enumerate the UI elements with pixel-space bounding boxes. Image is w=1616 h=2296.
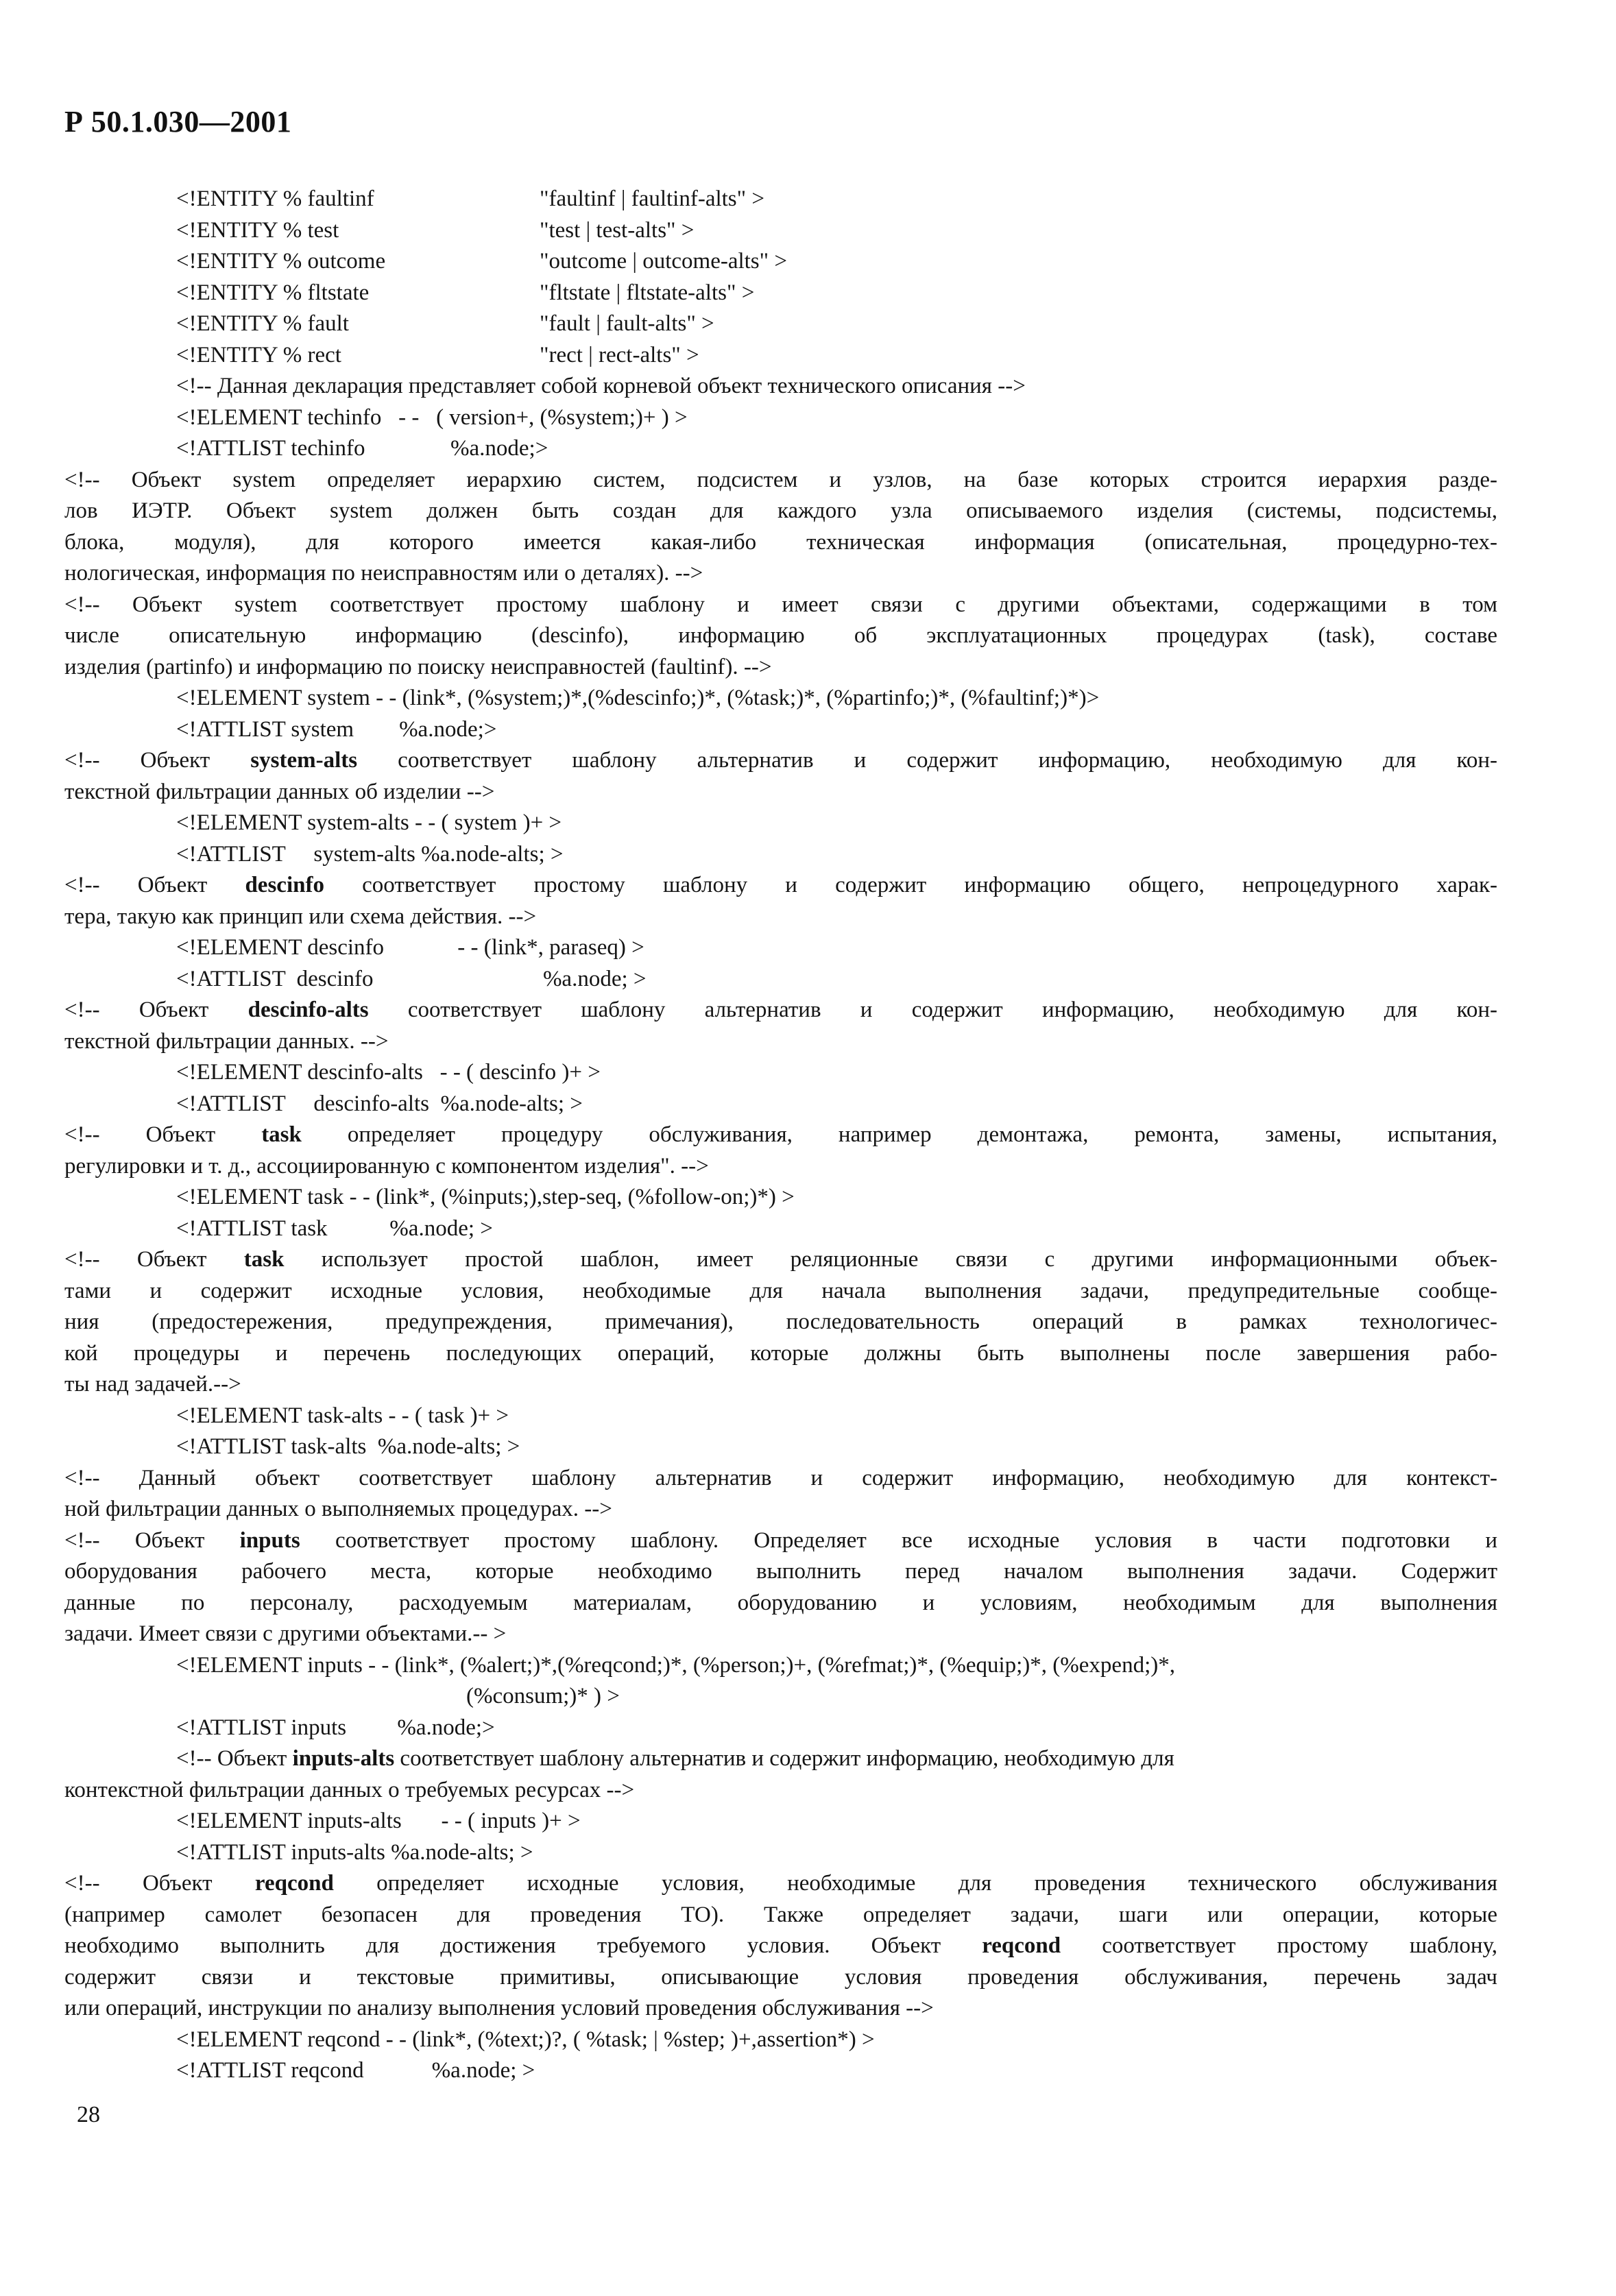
comment-line: <!-- Объект inputs-alts соответствует шаблону альтернатив и содержит информацию, необходимую для bbox=[176, 1746, 1174, 1771]
comment-line: или операций, инструкции по анализу выполнения условий проведения обслуживания --> bbox=[64, 1996, 934, 2020]
dtd-text-body bbox=[64, 184, 1497, 2087]
attlist-declaration: <!ATTLIST techinfo %a.node;> bbox=[176, 436, 548, 461]
attlist-declaration: <!ATTLIST system %a.node;> bbox=[176, 716, 497, 742]
entity-line: <!ENTITY % fault "fault | fault-alts" > bbox=[176, 311, 714, 336]
page-number: 28 bbox=[77, 2102, 100, 2127]
comment-line: ты над задачей.--> bbox=[64, 1372, 241, 1397]
comment-line: нологическая, информация по неисправностям или о деталях). --> bbox=[64, 561, 703, 585]
comment-line: контекстной фильтрации данных о требуемых ресурсах --> bbox=[64, 1777, 635, 1802]
attlist-declaration: <!ATTLIST descinfo-alts %a.node-alts; > bbox=[176, 1091, 583, 1116]
entity-line: <!ENTITY % test "test | test-alts" > bbox=[176, 217, 695, 243]
comment-line: регулировки и т. д., ассоциированную с компонентом изделия". --> bbox=[64, 1153, 709, 1179]
comment-line: <!-- Объект system определяет иерархию систем, подсистем и узлов, на базе которых строится иерархия разде- bbox=[64, 467, 1497, 492]
element-declaration: <!ELEMENT inputs-alts - - ( inputs )+ > bbox=[176, 1809, 581, 1833]
comment-line: <!-- Объект task использует простой шаблон, имеет реляционные связи с другими информационными объек- bbox=[64, 1247, 1497, 1272]
comment-line: <!-- Объект inputs соответствует простому шаблону. Определяет все исходные условия в части подготовки и bbox=[64, 1527, 1497, 1553]
object-name: descinfo bbox=[245, 873, 324, 897]
element-declaration: <!ELEMENT descinfo-alts - - ( descinfo )+ > bbox=[176, 1060, 601, 1085]
comment-line: <!-- Объект task определяет процедуру обслуживания, например демонтажа, ремонта, замены, испытания, bbox=[64, 1122, 1497, 1147]
element-declaration: <!ELEMENT techinfo - - ( version+, (%system;)+ ) > bbox=[176, 404, 688, 430]
comment-line: кой процедуры и перечень последующих операций, которые должны быть выполнены после завершения рабо- bbox=[64, 1340, 1497, 1366]
comment-line: оборудования рабочего места, которые необходимо выполнить перед началом выполнения задачи. Содержит bbox=[64, 1559, 1497, 1584]
object-name: reqcond bbox=[254, 1871, 334, 1896]
comment-line: <!-- Объект reqcond определяет исходные условия, необходимые для проведения технического обслуживания bbox=[64, 1871, 1498, 1896]
comment-line: числе описательную информацию (descinfo), информацию об эксплуатационных процедурах (task), составе bbox=[64, 623, 1497, 648]
element-declaration: <!ELEMENT task-alts - - ( task )+ > bbox=[176, 1403, 509, 1428]
attlist-declaration: <!ATTLIST system-alts %a.node-alts; > bbox=[176, 841, 564, 867]
object-name: descinfo-alts bbox=[248, 998, 369, 1022]
element-declaration: <!ELEMENT system-alts - - ( system )+ > bbox=[176, 810, 562, 835]
object-name: reqcond bbox=[982, 1933, 1061, 1958]
element-declaration: <!ELEMENT descinfo - - (link*, paraseq) > bbox=[176, 935, 644, 960]
attlist-declaration: <!ATTLIST inputs-alts %a.node-alts; > bbox=[176, 1839, 533, 1865]
comment-line: лов ИЭТР. Объект system должен быть создан для каждого узла описываемого изделия (системы, подсистемы, bbox=[64, 498, 1497, 523]
element-declaration: <!ELEMENT reqcond - - (link*, (%text;)?, ( %task; | %step; )+,assertion*) > bbox=[176, 2027, 875, 2052]
attlist-declaration: <!ATTLIST task %a.node; > bbox=[176, 1216, 493, 1241]
comment-line: <!-- Объект system соответствует простому шаблону и имеет связи с другими объектами, содержащими в том bbox=[64, 592, 1497, 617]
document-id: Р 50.1.030—2001 bbox=[64, 105, 292, 138]
entity-line: <!ENTITY % rect "rect | rect-alts" > bbox=[176, 342, 699, 367]
comment-line: содержит связи и текстовые примитивы, описывающие условия проведения обслуживания, перечень задач bbox=[64, 1964, 1497, 1990]
comment-line: необходимо выполнить для достижения требуемого условия. Объект reqcond соответствует простому шаблону, bbox=[64, 1933, 1497, 1958]
attlist-declaration: <!ATTLIST inputs %a.node;> bbox=[176, 1715, 495, 1740]
entity-line: <!ENTITY % faultinf "faultinf | faultinf-alts" > bbox=[176, 186, 764, 211]
comment-line: <!-- Объект descinfo-alts соответствует шаблону альтернатив и содержит информацию, необходимую для кон- bbox=[64, 998, 1497, 1022]
element-declaration: <!ELEMENT task - - (link*, (%inputs;),step-seq, (%follow-on;)*) > bbox=[176, 1185, 795, 1209]
comment-line: <!-- Данная декларация представляет собой корневой объект технического описания --> bbox=[176, 374, 1026, 398]
object-name: task bbox=[261, 1122, 302, 1147]
comment-line: (например самолет безопасен для проведения ТО). Также определяет задачи, шаги или операции, которые bbox=[64, 1902, 1497, 1927]
object-name: inputs-alts bbox=[292, 1746, 395, 1771]
entity-line: <!ENTITY % fltstate "fltstate | fltstate-alts" > bbox=[176, 280, 755, 305]
comment-line: <!-- Объект system-alts соответствует шаблону альтернатив и содержит информацию, необходимую для кон- bbox=[64, 748, 1498, 773]
object-name: inputs bbox=[239, 1527, 300, 1553]
comment-line: ния (предостережения, предупреждения, примечания), последовательность операций в рамках технологичес- bbox=[64, 1309, 1497, 1334]
comment-line: тами и содержит исходные условия, необходимые для начала выполнения задачи, предупредительные сообще- bbox=[64, 1278, 1497, 1303]
comment-line: блока, модуля), для которого имеется какая-либо техническая информация (описательная, процедурно-тех- bbox=[64, 529, 1497, 555]
comment-line: текстной фильтрации данных. --> bbox=[64, 1028, 389, 1054]
element-declaration: <!ELEMENT system - - (link*, (%system;)*,(%descinfo;)*, (%task;)*, (%partinfo;)*, (%faultinf;)*)> bbox=[176, 686, 1100, 710]
comment-line: <!-- Данный объект соответствует шаблону альтернатив и содержит информацию, необходимую для контекст- bbox=[64, 1465, 1497, 1490]
element-declaration: <!ELEMENT inputs - - (link*, (%alert;)*,(%reqcond;)*, (%person;)+, (%refmat;)*, (%equip;)*, (%expend;)*, bbox=[176, 1652, 1175, 1678]
comment-line: тера, такую как принцип или схема действия. --> bbox=[64, 904, 537, 929]
element-declaration: (%consum;)* ) > bbox=[466, 1684, 620, 1708]
attlist-declaration: <!ATTLIST reqcond %a.node; > bbox=[176, 2058, 535, 2083]
comment-line: текстной фильтрации данных об изделии --> bbox=[64, 779, 495, 804]
comment-line: задачи. Имеет связи с другими объектами.-- > bbox=[64, 1621, 507, 1646]
attlist-declaration: <!ATTLIST descinfo %a.node; > bbox=[176, 966, 647, 991]
object-name: task bbox=[243, 1247, 285, 1272]
object-name: system-alts bbox=[250, 748, 358, 773]
entity-line: <!ENTITY % outcome "outcome | outcome-alts" > bbox=[176, 249, 787, 274]
comment-line: <!-- Объект descinfo соответствует простому шаблону и содержит информацию общего, непроцедурного харак- bbox=[64, 873, 1497, 897]
comment-line: изделия (partinfo) и информацию по поиску неисправностей (faultinf). --> bbox=[64, 654, 772, 679]
comment-line: данные по персоналу, расходуемым материалам, оборудованию и условиям, необходимым для выполнения bbox=[64, 1590, 1497, 1615]
comment-line: ной фильтрации данных о выполняемых процедурах. --> bbox=[64, 1497, 612, 1521]
attlist-declaration: <!ATTLIST task-alts %a.node-alts; > bbox=[176, 1434, 520, 1459]
